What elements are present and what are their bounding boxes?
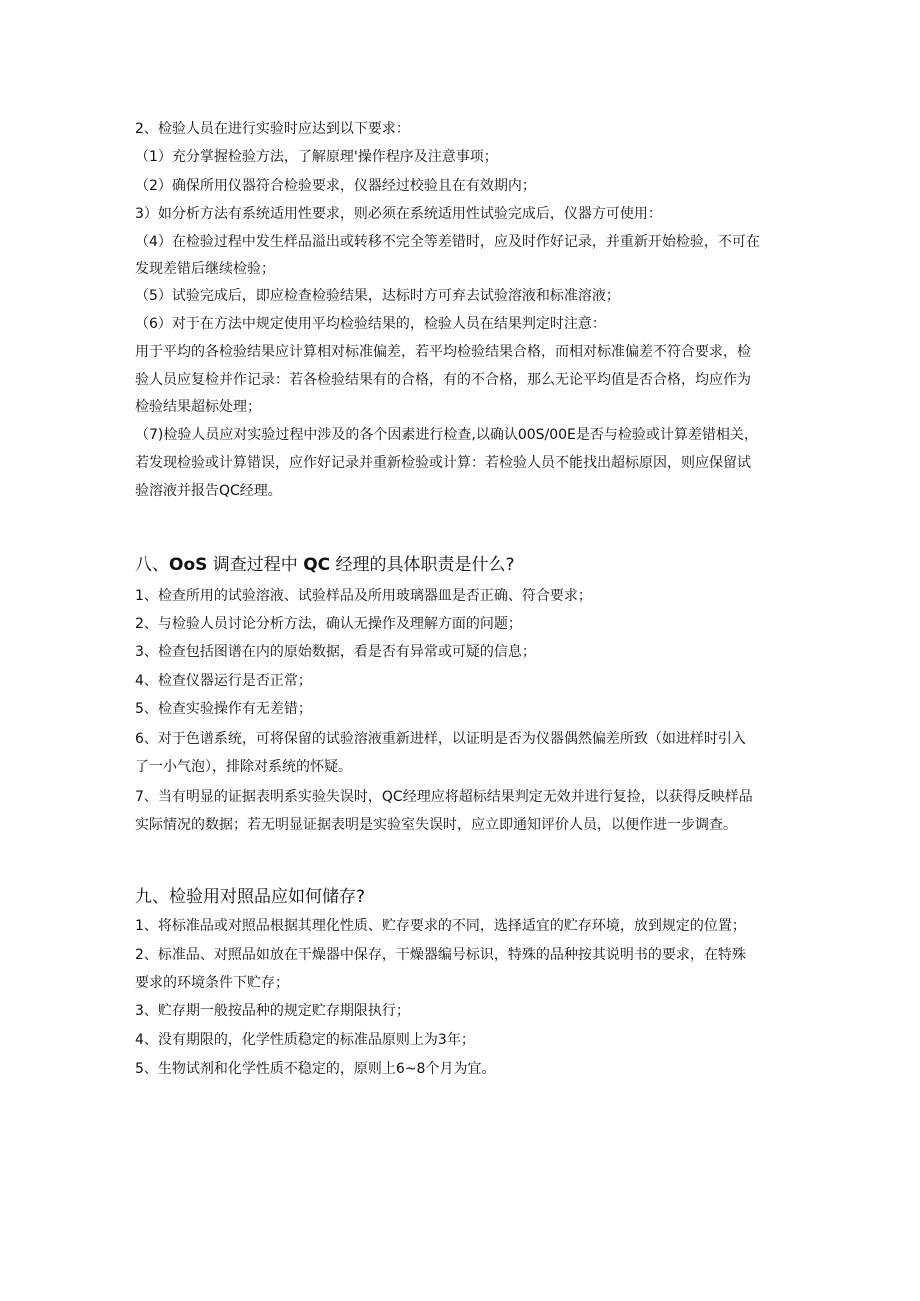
- paragraph-line: （1）充分掌握检验方法，了解原理'操作程序及注意事项；: [135, 149, 498, 165]
- paragraph-line: 若发现检验或计算错误，应作好记录并重新检验或计算：若检验人员不能找出超标原因，则应保留试: [135, 455, 751, 471]
- paragraph-line: （4）在检验过程中发生样品溢出或转移不完全等差错时，应及时作好记录，并重新开始检验，不可在: [135, 234, 760, 250]
- list-item: 4、没有期限的，化学性质稳定的标准品原则上为3年；: [135, 1032, 475, 1048]
- paragraph-line: （6）对于在方法中规定使用平均检验结果的，检验人员在结果判定时注意：: [135, 316, 606, 332]
- list-item: 7、当有明显的证据表明系实验失误时，QC经理应将超标结果判定无效并进行复捡，以获得反映样品: [135, 789, 753, 805]
- heading-bold-term: OoS: [169, 555, 208, 575]
- list-item: 要求的环境条件下贮存；: [135, 975, 289, 991]
- section-heading: 九、检验用对照品应如何储存?: [135, 887, 366, 907]
- list-item: 5、生物试剂和化学性质不稳定的，原则上6~8个月为宜。: [135, 1061, 496, 1077]
- list-item: 5、检查实验操作有无差错；: [135, 701, 312, 717]
- paragraph-line: （7)检验人员应对实验过程中涉及的各个因素进行检查,以确认00S/00E是否与检验或计算差错相关，: [135, 427, 758, 443]
- paragraph-line: 检验结果超标处理；: [135, 399, 261, 415]
- list-item: 1、检查所用的试验溶液、试验样品及所用玻璃器皿是否正确、符合要求；: [135, 588, 592, 604]
- paragraph-line: 用于平均的各检验结果应计算相对标准偏差，若平均检验结果合格，而相对标准偏差不符合要求，检: [135, 344, 751, 360]
- paragraph-line: （2）确保所用仪器符合检验要求，仪器经过校验且在有效期内；: [135, 178, 536, 194]
- heading-text: 调查过程中: [212, 555, 298, 575]
- list-item: 2、与检验人员讨论分析方法，确认无操作及理解方面的问题；: [135, 616, 522, 632]
- paragraph-line: （5）试验完成后，即应检查检验结果，达标时方可弃去试验溶液和标准溶液；: [135, 288, 620, 304]
- list-item: 6、对于色谱系统，可将保留的试验溶液重新进样，以证明是否为仪器偶然偏差所致（如进样时引入: [135, 731, 746, 747]
- list-item: 3、贮存期一般按品种的规定贮存期限执行；: [135, 1003, 410, 1019]
- paragraph-line: 验溶液并报告QC经理。: [135, 483, 282, 499]
- list-item: 2、标准品、对照品如放在干燥器中保存，干燥器编号标识，特殊的品种按其说明书的要求，在特殊: [135, 947, 746, 963]
- list-item: 4、检查仪器运行是否正常；: [135, 673, 312, 689]
- paragraph-line: 发现差错后继续检验；: [135, 261, 275, 277]
- list-item: 实际情况的数据；若无明显证据表明是实验室失误时，应立即通知评价人员，以便作进一步调查。: [135, 817, 737, 833]
- paragraph-line: 2、检验人员在进行实验时应达到以下要求：: [135, 121, 410, 137]
- heading-bold-term: QC: [303, 555, 331, 575]
- heading-text: 经理的具体职责是什么?: [335, 555, 515, 575]
- section-heading: [135, 553, 795, 577]
- list-item: 3、检查包括图谱在内的原始数据，看是否有异常或可疑的信息；: [135, 644, 536, 660]
- heading-prefix: 八、: [135, 555, 169, 575]
- paragraph-line: 3）如分析方法有系统适用性要求，则必须在系统适用性试验完成后，仪器方可使用：: [135, 206, 662, 222]
- list-item: 1、将标准品或对照品根据其理化性质、贮存要求的不同，选择适宜的贮存环境，放到规定的位置；: [135, 918, 746, 934]
- paragraph-line: 验人员应复检并作记录：若各检验结果有的合格，有的不合格，那么无论平均值是否合格，均应作为: [135, 372, 751, 388]
- list-item: 了一小气泡），排除对系统的怀疑。: [135, 759, 352, 775]
